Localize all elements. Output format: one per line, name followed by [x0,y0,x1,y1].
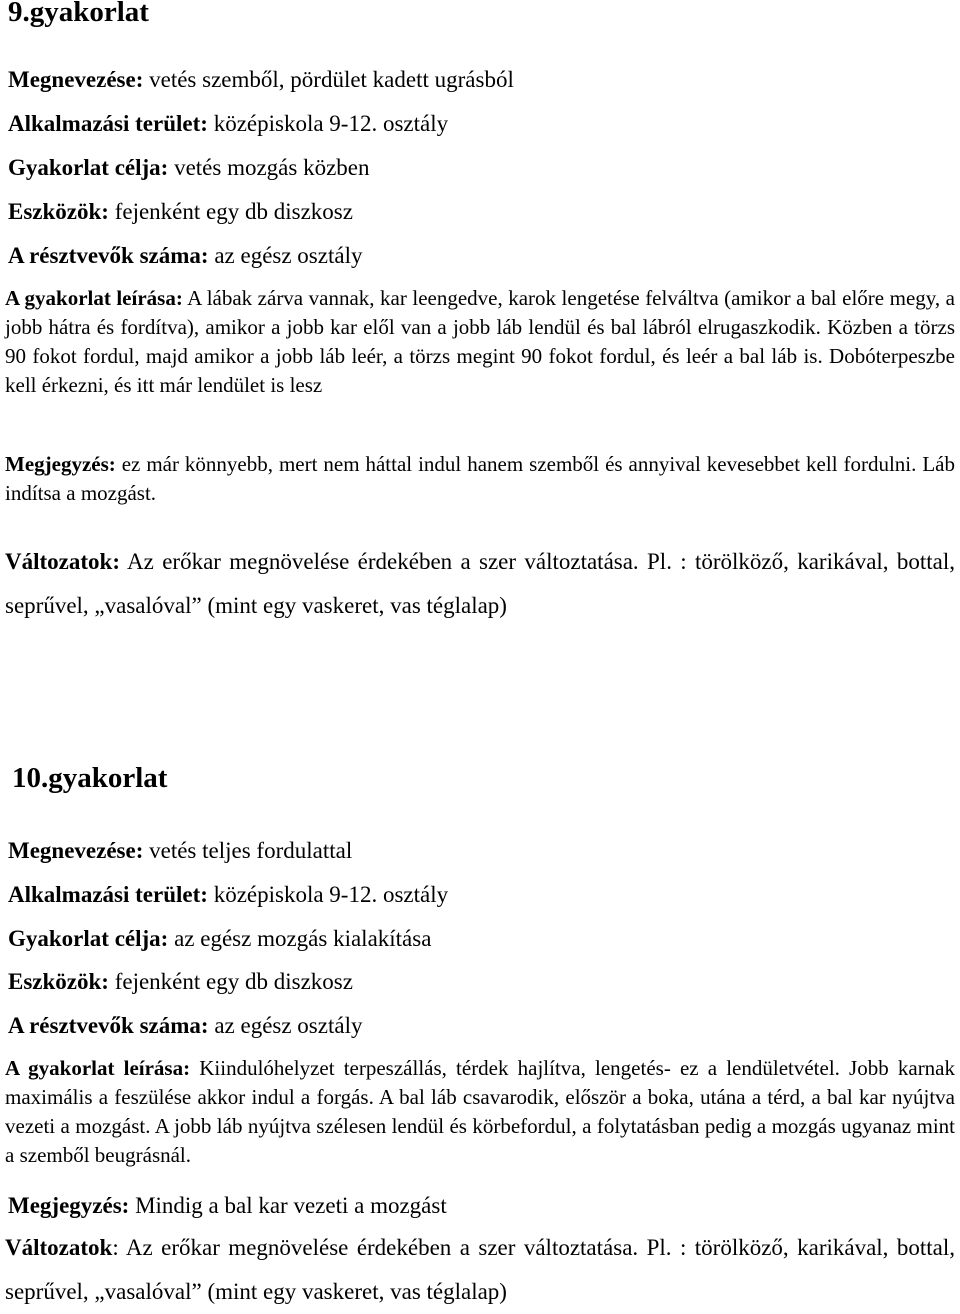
tools-label: Eszközök: [8,969,109,994]
participants-label: A résztvevők száma: [8,243,209,268]
variants-label: Változatok: [5,549,120,574]
exercise-9-name [8,66,514,94]
variants-value: : Az erőkar megnövelése érdekében a szer változtatása. Pl. : törölköző, karikával, bottal, seprűvel, „vasalóval” (mint egy vaskeret, vas téglalap) [5,1235,955,1304]
exercise-10-tools [8,968,353,996]
tools-value: fejenként egy db diszkosz [108,969,353,994]
name-label: Megnevezése: [8,838,144,863]
tools-label: Eszközök: [8,199,109,224]
exercise-9-tools [8,198,353,226]
note-value: ez már könnyebb, mert nem háttal indul hanem szemből és annyival kevesebbet kell fordulni. Láb indítsa a mozgást. [5,452,955,505]
exercise-10-description [5,1054,955,1170]
participants-value: az egész osztály [208,243,363,268]
exercise-10-goal [8,925,431,953]
note-value: Mindig a bal kar vezeti a mozgást [129,1193,447,1218]
exercise-9-goal [8,154,370,182]
exercise-9-note [5,450,955,508]
exercise-9-area [8,110,448,138]
participants-value: az egész osztály [208,1013,363,1038]
goal-label: Gyakorlat célja: [8,155,169,180]
area-label: Alkalmazási terület: [8,111,208,136]
area-value: középiskola 9-12. osztály [207,111,449,136]
exercise-9-variants [5,540,955,628]
name-value: vetés teljes fordulattal [143,838,353,863]
description-label: A gyakorlat leírása: [5,1056,191,1080]
name-value: vetés szemből, pördület kadett ugrásból [143,67,514,92]
variants-value: Az erőkar megnövelése érdekében a szer változtatása. Pl. : törölköző, karikával, bottal, seprűvel, „vasalóval” (mint egy vaskeret, vas téglalap) [5,549,955,618]
goal-value: vetés mozgás közben [168,155,370,180]
exercise-9-heading: 9.gyakorlat [8,0,149,28]
exercise-10-heading: 10.gyakorlat [12,762,168,794]
area-label: Alkalmazási terület: [8,882,208,907]
goal-label: Gyakorlat célja: [8,926,169,951]
description-label: A gyakorlat leírása: [5,286,183,310]
exercise-10-participants [8,1012,362,1040]
exercise-9-description [5,284,955,400]
description-value: Kiindulóhelyzet terpeszállás, térdek hajlítva, lengetés- ez a lendületvétel. Jobb karnak maximális a feszülése akkor indul a forgás. A bal láb csavarodik, először a boka, utána a térd, a bal kar nyújtva vezeti a mozgást. A jobb láb nyújtva szélesen lendül és körbefordul, a folytatásban pedig a mozgás ugyanaz mint a szemből beugrásnál. [5,1056,956,1167]
variants-label: Változatok [5,1235,113,1260]
note-label: Megjegyzés: [5,452,116,476]
goal-value: az egész mozgás kialakítása [168,926,432,951]
area-value: középiskola 9-12. osztály [207,882,449,907]
name-label: Megnevezése: [8,67,144,92]
participants-label: A résztvevők száma: [8,1013,209,1038]
exercise-10-variants [5,1226,955,1314]
exercise-9-participants [8,242,362,270]
note-label: Megjegyzés: [8,1193,130,1218]
tools-value: fejenként egy db diszkosz [108,199,353,224]
exercise-10-area [8,881,448,909]
description-value: A lábak zárva vannak, kar leengedve, karok lengetése felváltva (amikor a bal előre megy, a jobb hátra és fordítva), amikor a jobb kar elől van a jobb láb lendül és bal lábról elrugaszkodik. Közben a törzs 90 fokot fordul, majd amikor a jobb láb leér, a törzs megint 90 fokot fordul, és leér a bal láb is. Dobóterpeszbe kell érkezni, és itt már lendület is lesz [5,286,955,397]
exercise-10-note [8,1192,447,1220]
exercise-10-name [8,837,352,865]
